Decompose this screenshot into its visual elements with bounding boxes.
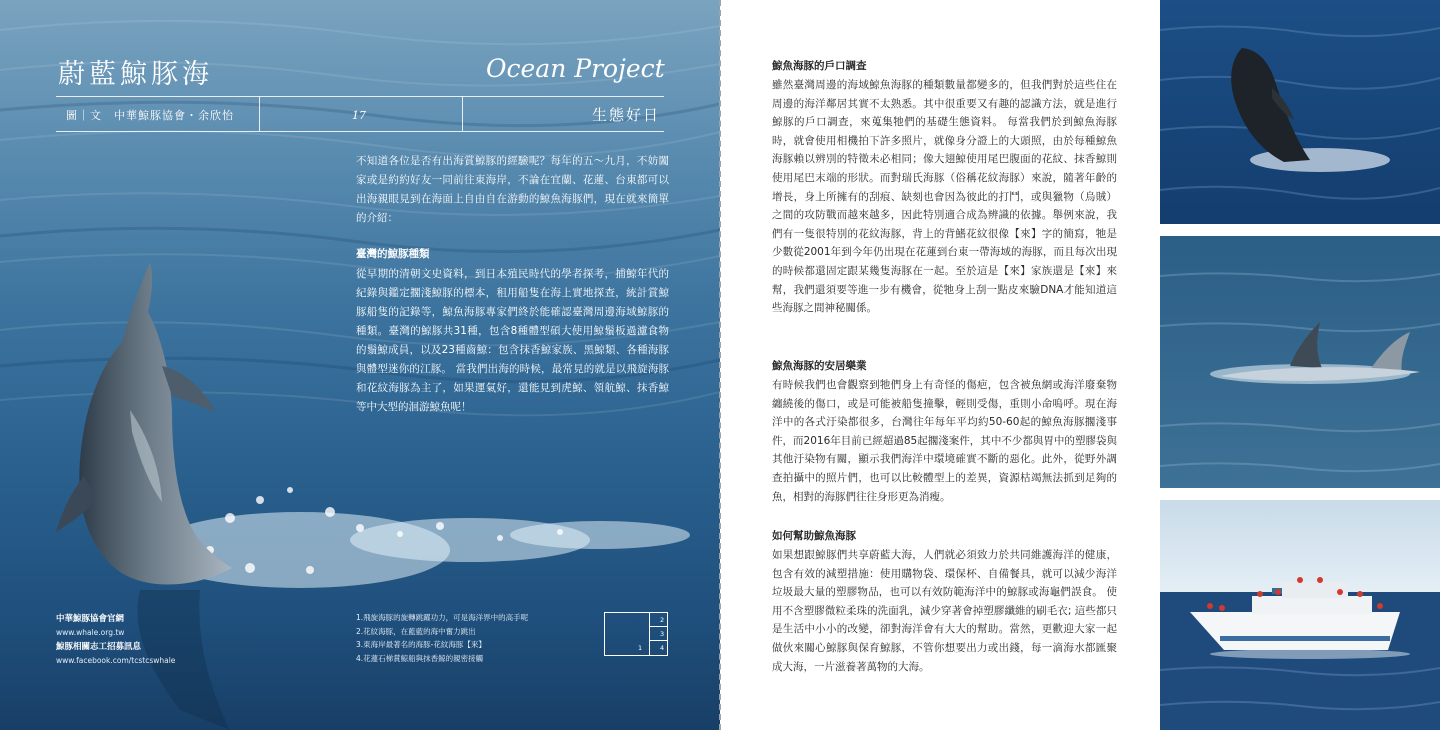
header-rule-top	[56, 96, 664, 97]
header-rule-bottom	[56, 131, 664, 132]
section-body-species: 從早期的清朝文史資料，到日本殖民時代的學者探考，捕鯨年代的紀錄與鑑定擱淺鯨豚的標本，租用船隻在海上實地探查，統計賞鯨豚船隻的記錄等，鯨魚海豚專家們終於能確認臺灣周邊海域鯨豚的種類。臺灣的鯨豚共31種，包含8種體型碩大使用鯨鬚板過濾食物的鬚鯨成員，以及23種齒鯨：包含抹香鯨家族、黑鯨類、各種海豚與體型迷你的江豚。 當我們出海的時候，最常見的就是以飛旋海豚和花紋海豚為主了，如果運氣好，還能見到虎鯨、領航鯨、抹香鯨等中大型的洄游鯨魚呢！	[356, 268, 669, 413]
section-heading-help: 如何幫助鯨魚海豚	[772, 530, 856, 542]
page-title-cn: 蔚藍鯨豚海	[58, 59, 213, 90]
photo-index-number: 4	[660, 644, 665, 652]
photo-caption: 4.花蓮石梯賞鯨船與抹香鯨的親密接觸	[356, 653, 484, 663]
photo-caption: 2.花紋海豚，在藍藍的海中奮力跳出	[356, 626, 476, 636]
section-heading-habitat: 鯨魚海豚的安居樂業	[772, 360, 867, 372]
section-heading-species: 臺灣的鯨豚種類	[356, 248, 430, 260]
info-links	[56, 612, 256, 668]
volunteer-info-label: 鯨豚相關志工招募訊息	[56, 642, 142, 652]
section-body-help: 如果想跟鯨豚們共享蔚藍大海，人們就必須致力於共同維護海洋的健康，包含有效的減塑措施：使用購物袋、環保杯、自備餐具，就可以減少海洋垃圾最大量的塑膠物品，也可以有效防範海洋中的鯨豚或海龜們誤食。 使用不含塑膠微粒柔珠的洗面乳，減少穿著會掉塑膠纖維的刷毛衣; 這些都只是生活中小小的改變，卻對海洋會有大大的幫助。當然，更歡迎大家一起做伙來關心鯨豚與保育鯨豚，不管你想要出力或出錢，每一滴海水都匯聚成大海，一片滋養著萬物的大海。	[772, 549, 1117, 673]
photo-caption: 3.東海岸最著名的海豚-花紋海豚【來】	[356, 640, 486, 649]
photo-index-cell	[650, 641, 667, 655]
section-body-census: 雖然臺灣周邊的海域鯨魚海豚的種類數量都變多的，但我們對於這些住在周邊的海洋鄰居其實不太熟悉。其中很重要又有趣的認識方法，就是進行鯨豚的戶口調查，來蒐集牠們的基礎生態資料。 每當我們於到鯨魚海豚時，就會使用相機拍下許多照片，就像身分證上的大頭照，由於每種鯨魚海豚賴以辨別的特徵未必相同；像大翅鯨使用尾巴腹面的花紋、抹香鯨則使用尾巴末端的形狀。而對瑞氏海豚（俗稱花紋海豚）來說，隨著年齡的增長，身上所擁有的刮痕、缺刻也會因為彼此的打鬥，或與獵物（烏賊）之間的攻防戰而越來越多，因此特別適合成為辨識的依據。舉例來說，我們有一隻很特別的花紋海豚，背上的背鰭花紋很像【來】字的簡寫，牠是少數從2001年到今年仍出現在花蓮到台東一帶海域的海豚，而且每次出現的時候都還固定跟某幾隻海豚在一起。至於這是【來】家族還是【來】來幫，我們還須要等進一步有機會，從牠身上刮一點皮來驗DNA才能知道這些海豚之間神秘關係。	[772, 79, 1117, 315]
section-heading-census: 鯨魚海豚的戶口調查	[772, 60, 867, 72]
photo-index-number: 3	[660, 630, 665, 638]
page-number: 17	[352, 109, 366, 122]
risso-dolphin-photo	[1160, 0, 1440, 224]
intro-paragraph: 不知道各位是否有出海賞鯨豚的經驗呢？每年的五～九月，不妨闔家或是約約好友一同前往東海岸，不論在宜蘭、花蓮、台東都可以出海親眼見到在海面上自由自在游動的鯨魚海豚們，現在就來簡單的介紹：	[356, 155, 669, 224]
photo-index-grid	[604, 612, 668, 656]
photo-index-number: 1	[638, 644, 643, 652]
photo-index-number: 2	[660, 616, 665, 624]
right-page-text	[772, 0, 1117, 730]
header-divider	[259, 96, 260, 131]
page-title-en: Ocean Project	[486, 54, 665, 83]
fraser-dolphins-photo	[1160, 236, 1440, 488]
whale-watching-boat-photo	[1160, 500, 1440, 730]
header-divider	[462, 96, 463, 131]
column-name: 生態好日	[592, 106, 661, 124]
photo-index-cell	[650, 627, 667, 641]
association-site-label: 中華鯨豚協會官網	[56, 614, 125, 624]
page-spine	[719, 0, 721, 730]
association-site-link[interactable]: www.whale.org.tw	[56, 628, 125, 637]
photo-captions	[356, 611, 528, 665]
photo-index-cell	[605, 613, 650, 655]
author-credit: 圖｜文 中華鯨豚協會・余欣怡	[66, 109, 234, 122]
section-body-habitat: 有時候我們也會觀察到牠們身上有奇怪的傷疤，包含被魚網或海洋廢棄物纏繞後的傷口，或是可能被船隻撞擊，輕則受傷，重則小命嗚呼。現在海洋中的各式汙染都很多，台灣往年每年平均約50-60起的鯨魚海豚擱淺事件，而2016年目前已經超過85起擱淺案件，其中不少都與胃中的塑膠袋與其他汙染物有關，顯示我們海洋中環境確實不斷的惡化。此外，從野外調查拍攝中的照片們，也可以比較體型上的差異，資源枯竭無法抓到足夠的魚，相對的海豚們往往身形更為消瘦。	[772, 379, 1117, 503]
photo-index-cell	[650, 613, 667, 627]
photo-caption: 1.飛旋海豚的旋轉跳躍功力，可是海洋界中的高手呢	[356, 613, 529, 622]
facebook-link[interactable]: www.facebook.com/tcstcswhale	[56, 656, 176, 665]
